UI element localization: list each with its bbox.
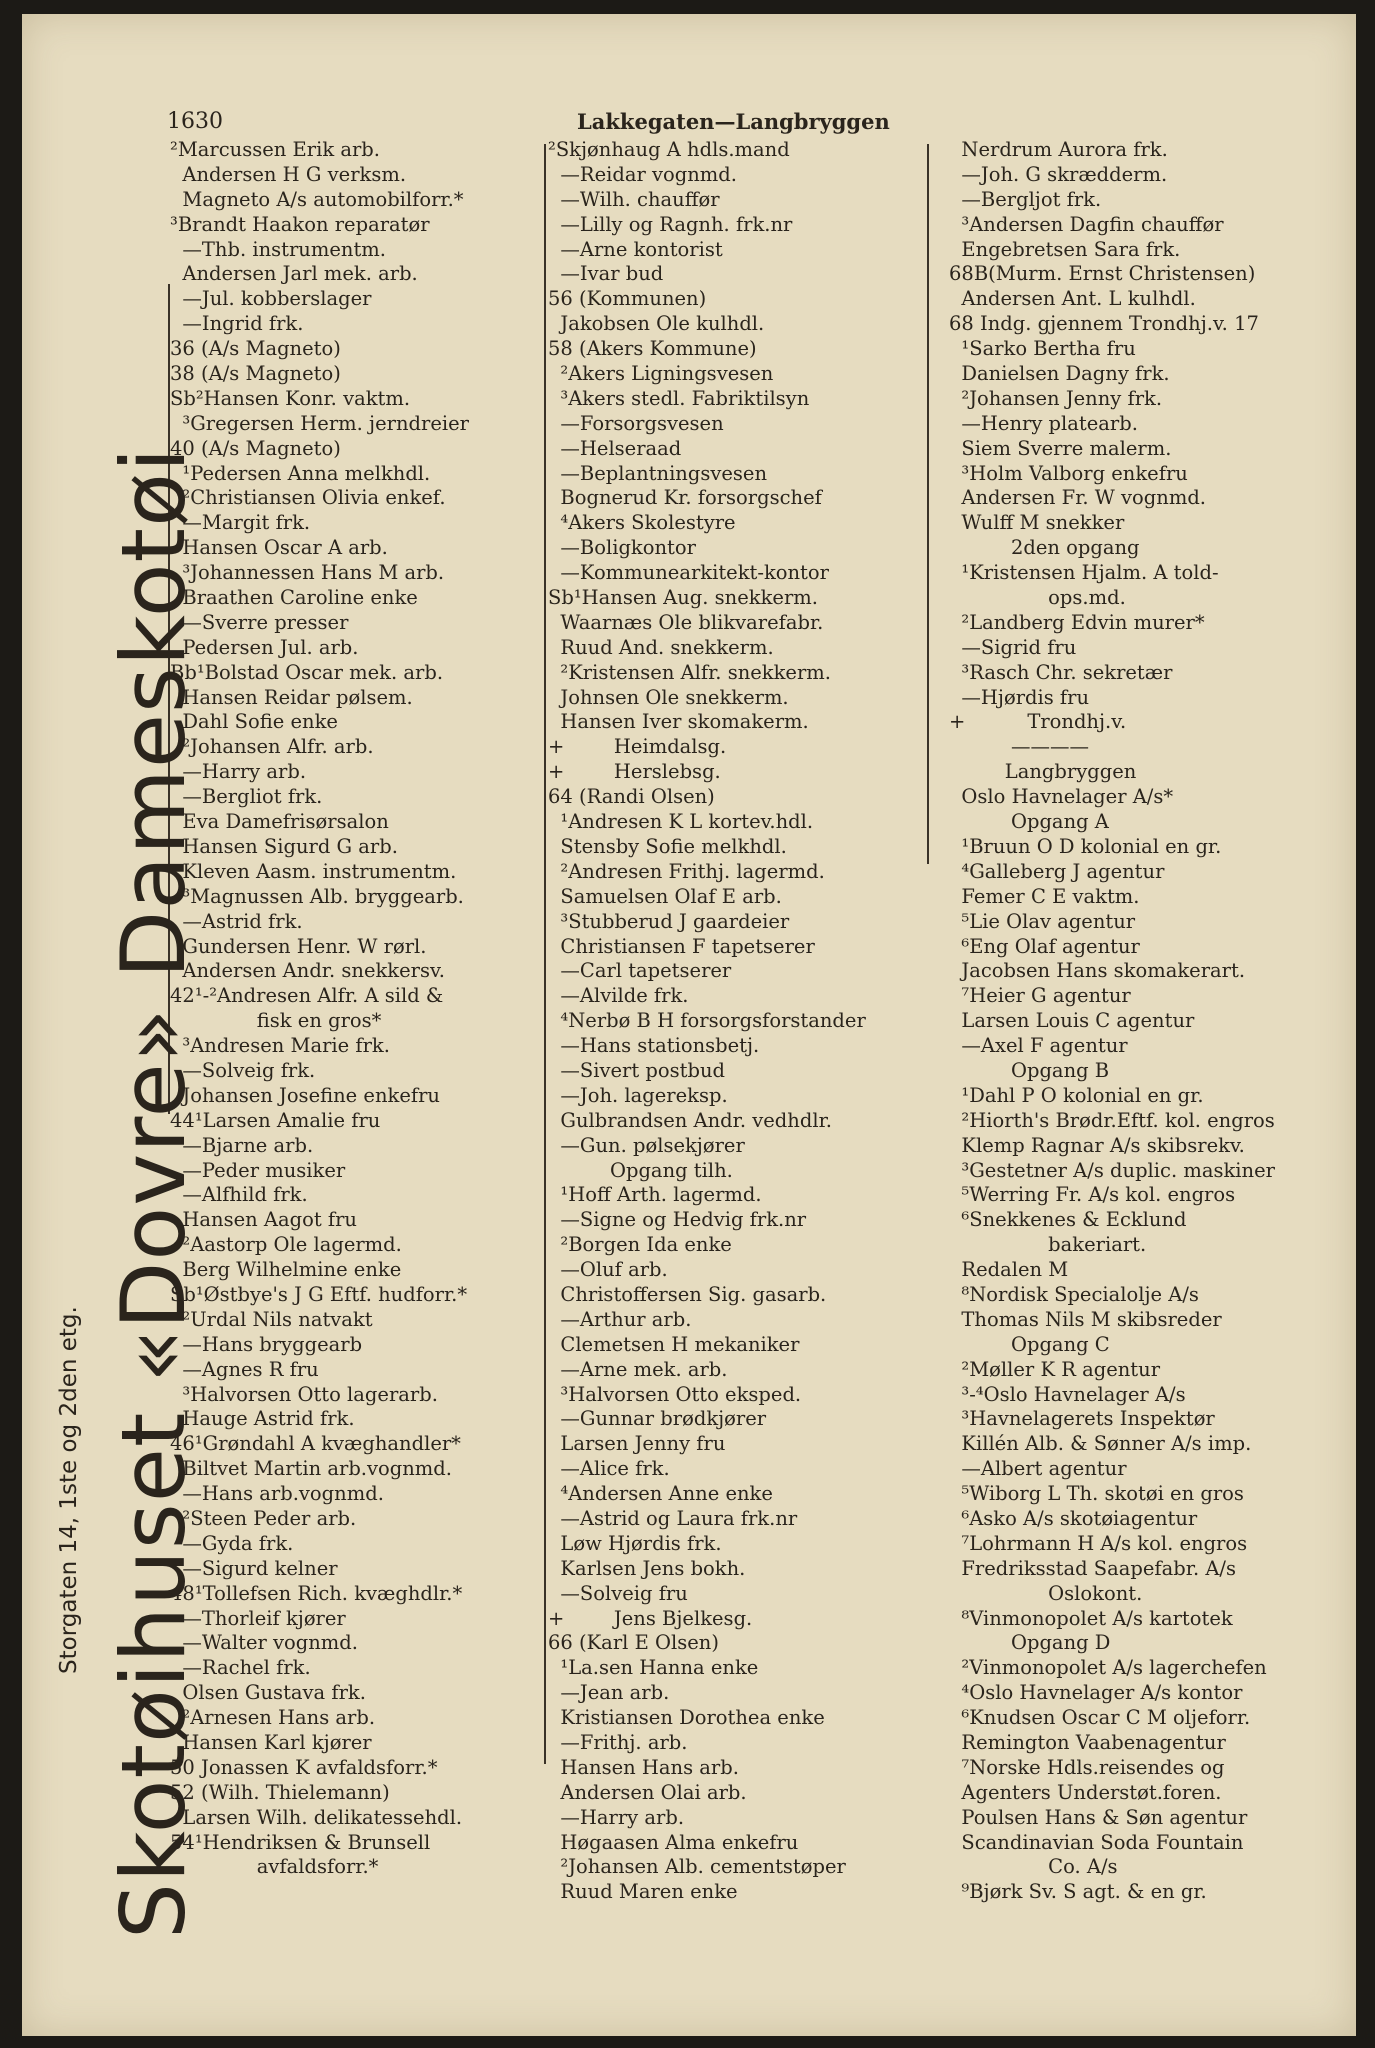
directory-entry: ⁸Nordisk Specialolje A/s <box>949 1282 1199 1306</box>
directory-entry: 66 (Karl E Olsen) <box>548 1631 719 1655</box>
directory-entry: ²Møller K R agentur <box>949 1357 1161 1381</box>
directory-entry: ¹Sarko Bertha fru <box>949 337 1136 361</box>
directory-entry: Hansen Iver skomakerm. <box>548 710 809 734</box>
directory-entry: ³Rasch Chr. sekretær <box>949 660 1173 684</box>
directory-entry: —Boligkontor <box>548 536 696 560</box>
directory-entry: + Herslebsg. <box>548 760 721 784</box>
directory-entry: —Alice frk. <box>548 1457 670 1481</box>
directory-entry: ³Magnussen Alb. bryggearb. <box>170 884 464 908</box>
directory-entry: 68B(Murm. Ernst Christensen) <box>949 262 1256 286</box>
directory-entry: —Sverre presser <box>170 610 349 634</box>
directory-entry: ²Christiansen Olivia enkef. <box>170 486 446 510</box>
directory-entry: ¹Hoff Arth. lagermd. <box>548 1183 762 1207</box>
directory-entry: ²Landberg Edvin murer* <box>949 610 1205 634</box>
directory-entry: ⁶Knudsen Oscar C M oljeforr. <box>949 1706 1251 1730</box>
directory-entry: avfaldsforr.* <box>170 1855 379 1879</box>
directory-entry: Pedersen Jul. arb. <box>170 635 359 659</box>
directory-entry: Opgang D <box>949 1631 1111 1655</box>
directory-entry: —Joh. G skrædderm. <box>949 162 1168 186</box>
directory-entry: ³Halvorsen Otto eksped. <box>548 1382 802 1406</box>
directory-entry: ³Brandt Haakon reparatør <box>170 212 430 236</box>
directory-entry: ²Borgen Ida enke <box>548 1233 732 1257</box>
directory-entry: 56 (Kommunen) <box>548 287 707 311</box>
directory-entry: —Hjørdis fru <box>949 685 1090 709</box>
directory-entry: Stensby Sofie melkhdl. <box>548 834 787 858</box>
directory-entry: Ruud Maren enke <box>548 1880 738 1904</box>
directory-entry: Andersen H G verksm. <box>170 162 407 186</box>
directory-entry: ⁹Bjørk Sv. S agt. & en gr. <box>949 1880 1207 1904</box>
directory-entry: Hansen Oscar A arb. <box>170 536 388 560</box>
directory-entry: ²Urdal Nils natvakt <box>170 1307 373 1331</box>
directory-entry: 38 (A/s Magneto) <box>170 362 341 386</box>
directory-entry: —Alfhild frk. <box>170 1183 308 1207</box>
directory-entry: Co. A/s <box>949 1855 1118 1879</box>
directory-entry: —Wilh. chauffør <box>548 187 720 211</box>
directory-entry: —Beplantningsvesen <box>548 461 768 485</box>
directory-entry: —Thorleif kjører <box>170 1606 346 1630</box>
directory-column-2 <box>548 138 928 1905</box>
directory-entry: ²Aastorp Ole lagermd. <box>170 1233 402 1257</box>
directory-entry: Klemp Ragnar A/s skibsrekv. <box>949 1133 1245 1157</box>
directory-entry: 36 (A/s Magneto) <box>170 337 341 361</box>
directory-entry: Engebretsen Sara frk. <box>949 237 1181 261</box>
directory-entry: Johansen Josefine enkefru <box>170 1083 440 1107</box>
directory-entry: Andersen Jarl mek. arb. <box>170 262 418 286</box>
directory-entry: ⁵Wiborg L Th. skotøi en gros <box>949 1482 1244 1506</box>
directory-entry: Kristiansen Dorothea enke <box>548 1706 825 1730</box>
directory-entry: Ruud And. snekkerm. <box>548 635 774 659</box>
directory-entry: Clemetsen H mekaniker <box>548 1332 800 1356</box>
directory-entry: ²Andresen Frithj. lagermd. <box>548 859 825 883</box>
directory-entry: Jakobsen Ole kulhdl. <box>548 312 765 336</box>
directory-entry: Løw Hjørdis frk. <box>548 1531 722 1555</box>
advertisement-main-text: Skotøihuset «Dovre» Dameskotøi <box>102 446 205 1939</box>
directory-entry: Hansen Sigurd G arb. <box>170 834 398 858</box>
directory-entry: —Albert agentur <box>949 1457 1127 1481</box>
directory-entry: —Rachel frk. <box>170 1656 311 1680</box>
directory-entry: —Frithj. arb. <box>548 1731 688 1754</box>
directory-entry: Killén Alb. & Sønner A/s imp. <box>949 1432 1252 1456</box>
directory-entry: Sb¹Hansen Aug. snekkerm. <box>548 586 818 610</box>
directory-entry: ¹Andresen K L kortev.hdl. <box>548 810 814 834</box>
directory-entry: —Helseraad <box>548 436 682 460</box>
directory-entry: ²Vinmonopolet A/s lagerchefen <box>949 1656 1267 1680</box>
directory-entry: —Henry platearb. <box>949 411 1138 435</box>
directory-entry: ¹Dahl P O kolonial en gr. <box>949 1083 1204 1107</box>
directory-entry: Hansen Karl kjører <box>170 1731 372 1754</box>
directory-entry: —Reidar vognmd. <box>548 162 737 186</box>
directory-entry: Opgang C <box>949 1332 1110 1356</box>
directory-entry: ²Akers Ligningsvesen <box>548 362 774 386</box>
directory-entry: Johnsen Ole snekkerm. <box>548 685 789 709</box>
directory-entry: —Gunnar brødkjører <box>548 1407 767 1431</box>
directory-entry: —Jul. kobberslager <box>170 287 372 311</box>
directory-entry: Hansen Reidar pølsem. <box>170 685 413 709</box>
directory-entry: Braathen Caroline enke <box>170 586 418 610</box>
directory-entry: —Walter vognmd. <box>170 1631 358 1655</box>
directory-entry: Gundersen Henr. W rørl. <box>170 934 427 958</box>
directory-entry: Hauge Astrid frk. <box>170 1407 355 1431</box>
directory-entry: 2den opgang <box>949 536 1140 560</box>
directory-entry: ³Andersen Dagfin chauffør <box>949 212 1224 236</box>
directory-entry: ⁴Akers Skolestyre <box>548 511 736 535</box>
directory-entry: —Astrid frk. <box>170 909 303 933</box>
directory-entry: ³Johannessen Hans M arb. <box>170 561 445 585</box>
directory-entry: ops.md. <box>949 586 1126 610</box>
directory-entry: —Carl tapetserer <box>548 959 732 983</box>
directory-entry: Poulsen Hans & Søn agentur <box>949 1805 1248 1829</box>
directory-entry: —Hans bryggearb <box>170 1332 363 1356</box>
directory-entry: ³Gregersen Herm. jerndreier <box>170 411 469 435</box>
directory-entry: ²Hiorth's Brødr.Eftf. kol. engros <box>949 1108 1275 1132</box>
directory-entry: Agenters Understøt.foren. <box>949 1780 1222 1804</box>
directory-entry: Larsen Jenny fru <box>548 1432 726 1456</box>
directory-entry: ²Marcussen Erik arb. <box>170 138 380 161</box>
directory-entry: Dahl Sofie enke <box>170 710 338 734</box>
directory-entry: Siem Sverre malerm. <box>949 436 1172 460</box>
directory-entry: bakeriart. <box>949 1233 1147 1257</box>
directory-entry: 64 (Randi Olsen) <box>548 785 715 809</box>
directory-entry: Nerdrum Aurora frk. <box>949 138 1168 161</box>
directory-entry: ²Kristensen Alfr. snekkerm. <box>548 660 831 684</box>
page-number: 1630 <box>167 109 223 134</box>
directory-entry: ²Steen Peder arb. <box>170 1506 357 1530</box>
directory-entry: Høgaasen Alma enkefru <box>548 1830 799 1854</box>
directory-entry: Andersen Andr. snekkersv. <box>170 959 445 983</box>
directory-entry: ¹Bruun O D kolonial en gr. <box>949 834 1222 858</box>
directory-entry: Sb²Hansen Konr. vaktm. <box>170 386 411 410</box>
directory-entry: Kleven Aasm. instrumentm. <box>170 859 457 883</box>
directory-entry: —Gyda frk. <box>170 1531 294 1555</box>
directory-entry: Oslokont. <box>949 1581 1143 1605</box>
directory-entry: ²Johansen Jenny frk. <box>949 386 1163 410</box>
directory-entry: ⁷Heier G agentur <box>949 984 1131 1008</box>
directory-entry: ³Gestetner A/s duplic. maskiner <box>949 1158 1275 1182</box>
directory-entry: ⁶Snekkenes & Ecklund <box>949 1208 1187 1232</box>
directory-entry: ¹Kristensen Hjalm. A told- <box>949 561 1219 585</box>
directory-entry: —Harry arb. <box>170 760 307 784</box>
directory-entry: 46¹Grøndahl A kvæghandler* <box>170 1432 461 1456</box>
directory-entry: Andersen Olai arb. <box>548 1780 747 1804</box>
directory-entry: —Signe og Hedvig frk.nr <box>548 1208 807 1232</box>
directory-entry: + Trondhj.v. <box>949 710 1127 734</box>
directory-entry: ⁷Lohrmann H A/s kol. engros <box>949 1531 1248 1555</box>
directory-entry: Opgang tilh. <box>548 1158 733 1182</box>
directory-entry: ³Havnelagerets Inspektør <box>949 1407 1215 1431</box>
directory-entry: Eva Damefrisørsalon <box>170 810 389 834</box>
directory-page <box>22 14 1356 2036</box>
directory-entry: ²Arnesen Hans arb. <box>170 1706 376 1730</box>
directory-column-1 <box>170 138 570 1880</box>
directory-entry: Oslo Havnelager A/s* <box>949 785 1174 809</box>
directory-entry: ⁶Asko A/s skotøiagentur <box>949 1506 1198 1530</box>
directory-entry: ⁸Vinmonopolet A/s kartotek <box>949 1606 1233 1630</box>
directory-entry: —Jean arb. <box>548 1681 670 1705</box>
directory-entry: 48¹Tollefsen Rich. kvæghdlr.* <box>170 1581 463 1605</box>
directory-entry: —Arne mek. arb. <box>548 1357 728 1381</box>
directory-entry: —Axel F agentur <box>949 1034 1128 1058</box>
directory-entry: Redalen M <box>949 1258 1069 1282</box>
directory-entry: —Lilly og Ragnh. frk.nr <box>548 212 793 236</box>
directory-entry: Waarnæs Ole blikvarefabr. <box>548 610 824 634</box>
directory-entry: 58 (Akers Kommune) <box>548 337 757 361</box>
directory-entry: ⁷Norske Hdls.reisendes og <box>949 1755 1225 1779</box>
directory-entry: —Hans stationsbetj. <box>548 1034 760 1058</box>
directory-entry: —Arne kontorist <box>548 237 723 261</box>
directory-entry: Christiansen F tapetserer <box>548 934 815 958</box>
directory-entry: Thomas Nils M skibsreder <box>949 1307 1222 1331</box>
directory-entry: Andersen Ant. L kulhdl. <box>949 287 1196 311</box>
directory-entry: Langbryggen <box>949 760 1137 784</box>
directory-entry: —Bergliot frk. <box>170 785 323 809</box>
directory-entry: —Arthur arb. <box>548 1307 692 1331</box>
directory-entry: ¹La.sen Hanna enke <box>548 1656 759 1680</box>
directory-entry: —Hans arb.vognmd. <box>170 1482 384 1506</box>
directory-entry: Samuelsen Olaf E arb. <box>548 884 782 908</box>
directory-entry: ³Holm Valborg enkefru <box>949 461 1188 485</box>
directory-entry: Jacobsen Hans skomakerart. <box>949 959 1246 983</box>
directory-entry: Larsen Louis C agentur <box>949 1009 1195 1033</box>
directory-entry: —Oluf arb. <box>548 1258 668 1282</box>
directory-entry: —Sigrid fru <box>949 635 1077 659</box>
directory-entry: ⁴Galleberg J agentur <box>949 859 1165 883</box>
directory-column-3 <box>949 138 1349 1905</box>
directory-entry: —Bergljot frk. <box>949 187 1102 211</box>
directory-entry: Opgang A <box>949 810 1109 834</box>
directory-entry: Opgang B <box>949 1058 1110 1082</box>
directory-entry: ⁴Nerbø B H forsorgsforstander <box>548 1009 866 1033</box>
directory-entry: ³Halvorsen Otto lagerarb. <box>170 1382 438 1406</box>
advertisement-address: Storgaten 14, 1ste og 2den etg. <box>56 1306 82 1674</box>
directory-entry: ¹Pedersen Anna melkhdl. <box>170 461 431 485</box>
directory-entry: ⁵Lie Olav agentur <box>949 909 1136 933</box>
directory-entry: fisk en gros* <box>170 1009 382 1033</box>
directory-entry: Remington Vaabenagentur <box>949 1731 1226 1754</box>
directory-entry: Femer C E vaktm. <box>949 884 1140 908</box>
directory-entry: + Jens Bjelkesg. <box>548 1606 753 1630</box>
directory-entry: Hansen Aagot fru <box>170 1208 357 1232</box>
directory-entry: ———— <box>949 735 1089 759</box>
directory-entry: 42¹-²Andresen Alfr. A sild & <box>170 984 444 1008</box>
directory-entry: —Kommunearkitekt-kontor <box>548 561 829 585</box>
directory-entry: —Ingrid frk. <box>170 312 304 336</box>
directory-entry: —Astrid og Laura frk.nr <box>548 1506 798 1530</box>
directory-entry: ³Stubberud J gaardeier <box>548 909 790 933</box>
side-advertisement <box>50 284 205 1944</box>
directory-entry: Hansen Hans arb. <box>548 1755 739 1779</box>
running-title: Lakkegaten—Langbryggen <box>577 109 890 134</box>
directory-entry: Bb¹Bolstad Oscar mek. arb. <box>170 660 444 684</box>
directory-entry: Larsen Wilh. delikatessehdl. <box>170 1805 463 1829</box>
directory-entry: —Ivar bud <box>548 262 664 286</box>
directory-entry: 52 (Wilh. Thielemann) <box>170 1780 390 1804</box>
directory-entry: Danielsen Dagny frk. <box>949 362 1170 386</box>
directory-entry: Fredriksstad Saapefabr. A/s <box>949 1556 1236 1580</box>
directory-entry: Berg Wilhelmine enke <box>170 1258 402 1282</box>
directory-entry: Olsen Gustava frk. <box>170 1681 366 1705</box>
directory-entry: —Harry arb. <box>548 1805 685 1829</box>
directory-entry: Andersen Fr. W vognmd. <box>949 486 1207 510</box>
directory-entry: —Solveig frk. <box>170 1058 316 1082</box>
directory-entry: —Joh. lagereksp. <box>548 1083 728 1107</box>
directory-entry: —Forsorgsvesen <box>548 411 724 435</box>
directory-entry: —Thb. instrumentm. <box>170 237 386 261</box>
directory-entry: Magneto A/s automobilforr.* <box>170 187 464 211</box>
directory-entry: —Peder musiker <box>170 1158 346 1182</box>
directory-entry: ²Skjønhaug A hdls.mand <box>548 138 790 161</box>
directory-entry: ⁴Oslo Havnelager A/s kontor <box>949 1681 1243 1705</box>
directory-entry: 54¹Hendriksen & Brunsell <box>170 1830 431 1854</box>
directory-entry: Sb¹Østbye's J G Eftf. hudforr.* <box>170 1282 468 1306</box>
directory-entry: Scandinavian Soda Fountain <box>949 1830 1244 1854</box>
directory-entry: —Margit frk. <box>170 511 311 535</box>
directory-entry: 44¹Larsen Amalie fru <box>170 1108 381 1132</box>
directory-entry: ³Akers stedl. Fabriktilsyn <box>548 386 810 410</box>
directory-entry: —Gun. pølsekjører <box>548 1133 745 1157</box>
directory-entry: + Heimdalsg. <box>548 735 727 759</box>
directory-entry: —Solveig fru <box>548 1581 688 1605</box>
directory-entry: ⁵Werring Fr. A/s kol. engros <box>949 1183 1236 1207</box>
directory-entry: —Bjarne arb. <box>170 1133 314 1157</box>
directory-entry: ⁴Andersen Anne enke <box>548 1482 773 1506</box>
directory-entry: Biltvet Martin arb.vognmd. <box>170 1457 452 1481</box>
directory-entry: —Agnes R fru <box>170 1357 319 1381</box>
directory-entry: ²Johansen Alfr. arb. <box>170 735 374 759</box>
directory-entry: Bognerud Kr. forsorgschef <box>548 486 822 510</box>
directory-entry: Christoffersen Sig. gasarb. <box>548 1282 827 1306</box>
directory-entry: —Sivert postbud <box>548 1058 725 1082</box>
directory-entry: ³Andresen Marie frk. <box>170 1034 390 1058</box>
directory-entry: ⁶Eng Olaf agentur <box>949 934 1140 958</box>
directory-entry: —Sigurd kelner <box>170 1556 338 1580</box>
directory-entry: ³-⁴Oslo Havnelager A/s <box>949 1382 1186 1406</box>
directory-entry: 68 Indg. gjennem Trondhj.v. 17 <box>949 312 1259 336</box>
directory-entry: Wulff M snekker <box>949 511 1125 535</box>
directory-entry: —Alvilde frk. <box>548 984 689 1008</box>
directory-entry: Karlsen Jens bokh. <box>548 1556 746 1580</box>
directory-entry: ²Johansen Alb. cementstøper <box>548 1855 846 1879</box>
directory-entry: 50 Jonassen K avfaldsforr.* <box>170 1755 438 1779</box>
directory-entry: Gulbrandsen Andr. vedhdlr. <box>548 1108 832 1132</box>
directory-entry: 40 (A/s Magneto) <box>170 436 341 460</box>
